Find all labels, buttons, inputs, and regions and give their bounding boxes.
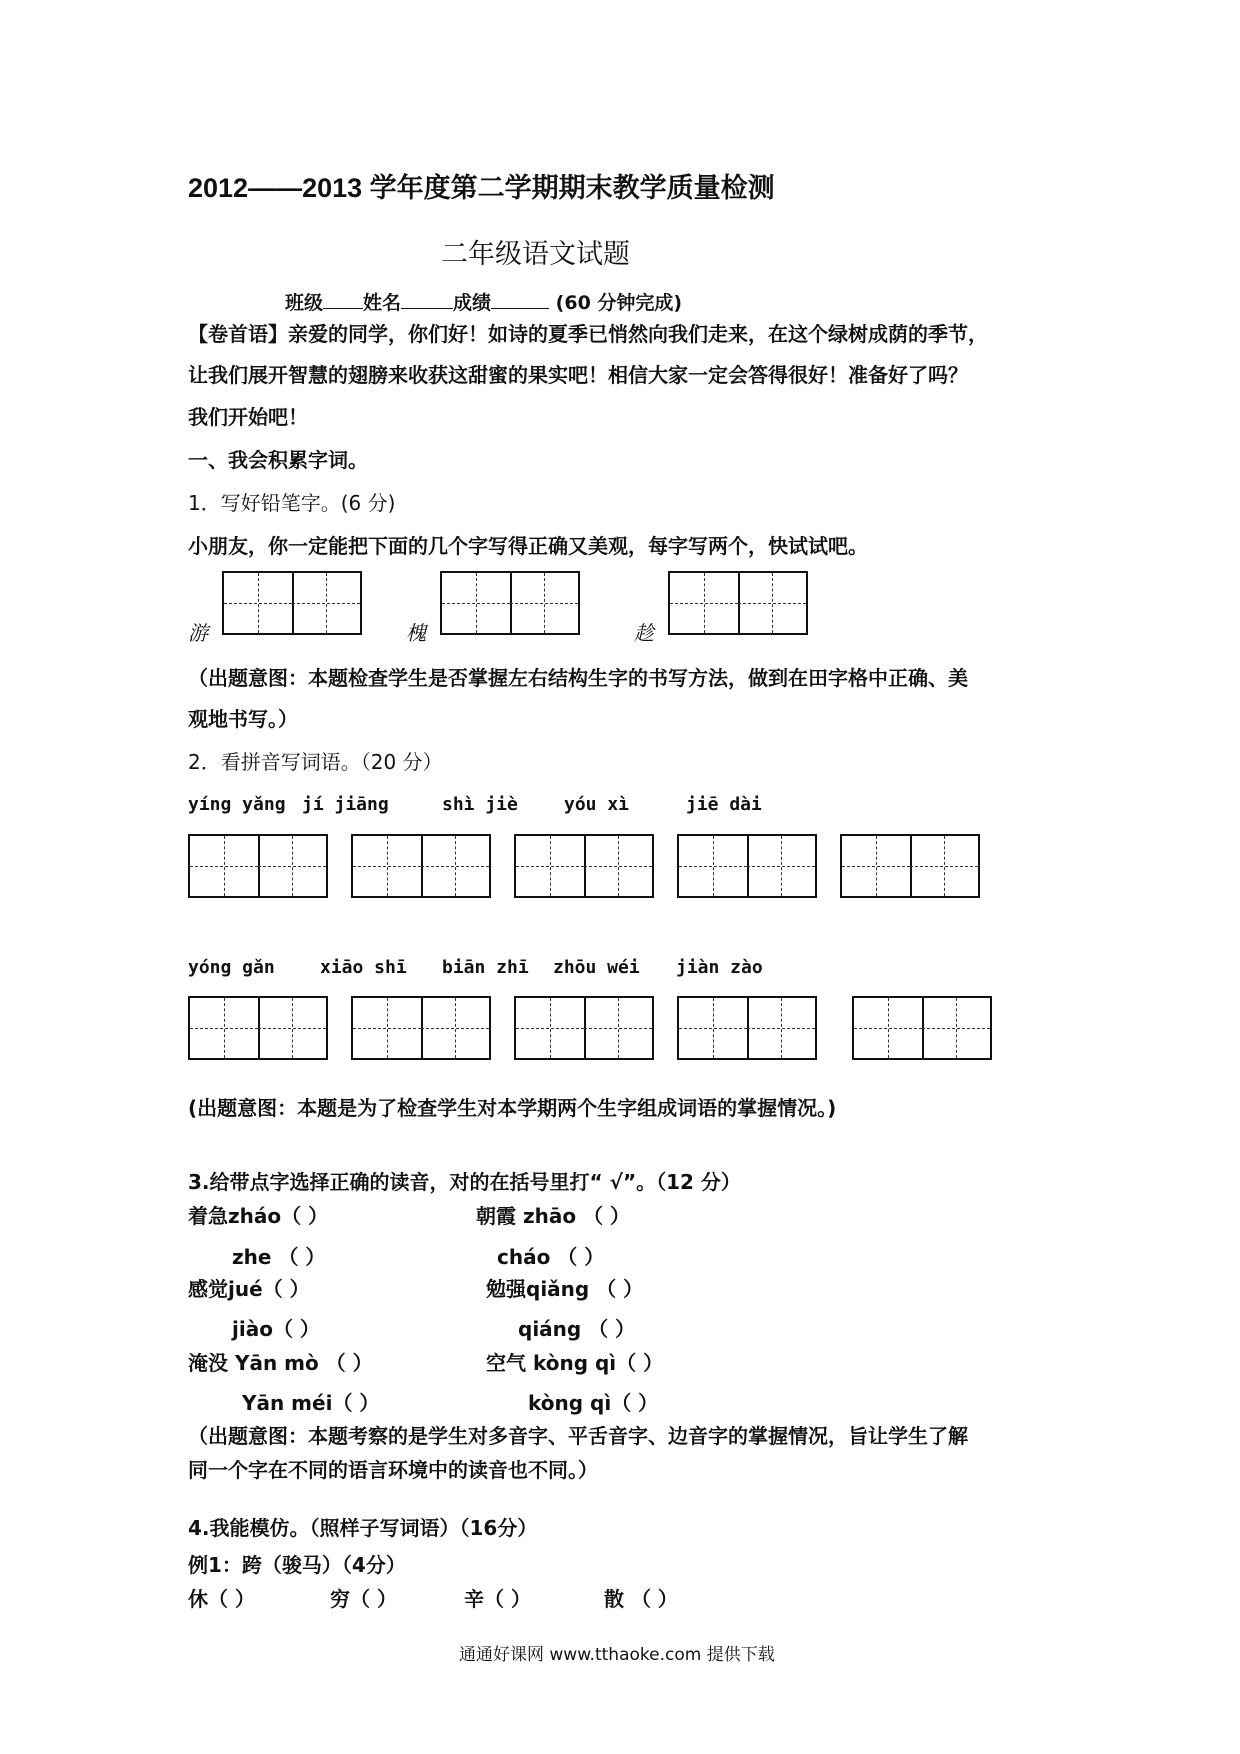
class-label: 班级 <box>285 292 324 314</box>
pinyin-label: yóng gǎn <box>188 957 275 978</box>
preface-line-2: 让我们展开智慧的翅膀来收获这甜蜜的果实吧！相信大家一定会答得很好！准备好了吗？ <box>188 363 968 387</box>
tianzige-box[interactable] <box>840 834 980 898</box>
tianzige-box[interactable] <box>514 996 654 1060</box>
q3-row-left: jiào（ ） <box>232 1317 320 1341</box>
pinyin-label: yóu xì <box>564 794 630 815</box>
tianzige-box[interactable] <box>351 834 491 898</box>
q3-row-right: 勉强qiǎng （ ） <box>486 1277 644 1301</box>
q3-row-right: cháo （ ） <box>497 1245 605 1269</box>
q1-title: 1．写好铅笔字。(6 分) <box>188 491 396 515</box>
tianzige-box[interactable] <box>677 834 817 898</box>
q3-row-left: 感觉jué（ ） <box>188 1277 310 1301</box>
q1-char-3: 趁 <box>634 621 654 645</box>
q3-title: 3.给带点字选择正确的读音，对的在括号里打“ √”。（12 分） <box>188 1170 741 1194</box>
preface-line-1: 【卷首语】亲爱的同学，你们好！如诗的夏季已悄然向我们走来，在这个绿树成荫的季节， <box>188 322 988 346</box>
q3-row-right: 朝霞 zhāo （ ） <box>476 1204 631 1228</box>
q3-row-right: kòng qì（ ） <box>528 1391 659 1415</box>
tianzige-box[interactable] <box>852 996 992 1060</box>
pinyin-label: jí jiāng <box>302 794 389 815</box>
tianzige-box[interactable] <box>222 571 362 635</box>
q2-note: (出题意图：本题是为了检查学生对本学期两个生字组成词语的掌握情况。) <box>188 1096 837 1120</box>
pinyin-label: yíng yǎng <box>188 794 286 815</box>
pinyin-label: jiē dài <box>686 794 762 815</box>
student-info-line <box>285 288 682 315</box>
q3-note-line-2: 同一个字在不同的语言环境中的读音也不同。） <box>188 1458 598 1482</box>
pinyin-label: jiàn zào <box>676 957 763 978</box>
q4-example: 例1：跨（骏马）（4分） <box>188 1553 406 1577</box>
tianzige-box[interactable] <box>514 834 654 898</box>
q3-row-right: qiáng （ ） <box>518 1317 636 1341</box>
q1-char-2: 槐 <box>406 621 426 645</box>
class-blank[interactable] <box>323 290 363 309</box>
pinyin-label: biān zhī <box>442 957 529 978</box>
q4-item: 穷（ ） <box>330 1587 397 1611</box>
tianzige-box[interactable] <box>188 834 328 898</box>
section-heading: 一、我会积累字词。 <box>188 448 368 472</box>
tianzige-box[interactable] <box>668 571 808 635</box>
name-blank[interactable] <box>401 290 453 309</box>
q2-title: 2．看拼音写词语。（20 分） <box>188 750 443 774</box>
q3-row-left: 淹没 Yān mò （ ） <box>188 1351 373 1375</box>
q1-note-line-2: 观地书写。） <box>188 707 298 731</box>
q1-instruction: 小朋友，你一定能把下面的几个字写得正确又美观，每字写两个，快试试吧。 <box>188 534 868 558</box>
tianzige-box[interactable] <box>351 996 491 1060</box>
q1-char-1: 游 <box>188 621 208 645</box>
pinyin-label: zhōu wéi <box>553 957 640 978</box>
q4-item: 休（ ） <box>188 1587 255 1611</box>
tianzige-box[interactable] <box>440 571 580 635</box>
pinyin-label: shì jiè <box>442 794 518 815</box>
time-note: (60 分钟完成) <box>555 292 683 314</box>
score-label: 成绩 <box>453 292 492 314</box>
pinyin-label: xiāo shī <box>320 957 407 978</box>
name-label: 姓名 <box>363 292 402 314</box>
q3-row-left: zhe （ ） <box>232 1245 326 1269</box>
page-title: 2012——2013 学年度第二学期期末教学质量检测 <box>188 173 775 203</box>
q4-title: 4.我能模仿。（照样子写词语）（16分） <box>188 1516 538 1540</box>
tianzige-box[interactable] <box>188 996 328 1060</box>
q3-row-left: Yān méi（ ） <box>242 1391 380 1415</box>
q3-row-right: 空气 kòng qì（ ） <box>486 1351 664 1375</box>
score-blank[interactable] <box>491 290 549 309</box>
q4-item: 辛（ ） <box>464 1587 531 1611</box>
q4-item: 散 （ ） <box>604 1587 678 1611</box>
preface-line-3: 我们开始吧！ <box>188 405 308 429</box>
q3-row-left: 着急zháo（ ） <box>188 1204 329 1228</box>
q1-note-line-1: （出题意图：本题检查学生是否掌握左右结构生字的书写方法，做到在田字格中正确、美 <box>188 666 968 690</box>
tianzige-box[interactable] <box>677 996 817 1060</box>
q3-note-line-1: （出题意图：本题考察的是学生对多音字、平舌音字、边音字的掌握情况，旨让学生了解 <box>188 1424 968 1448</box>
footer-text: 通通好课网 www.tthaoke.com 提供下载 <box>459 1645 775 1665</box>
page-subtitle: 二年级语文试题 <box>441 239 630 270</box>
